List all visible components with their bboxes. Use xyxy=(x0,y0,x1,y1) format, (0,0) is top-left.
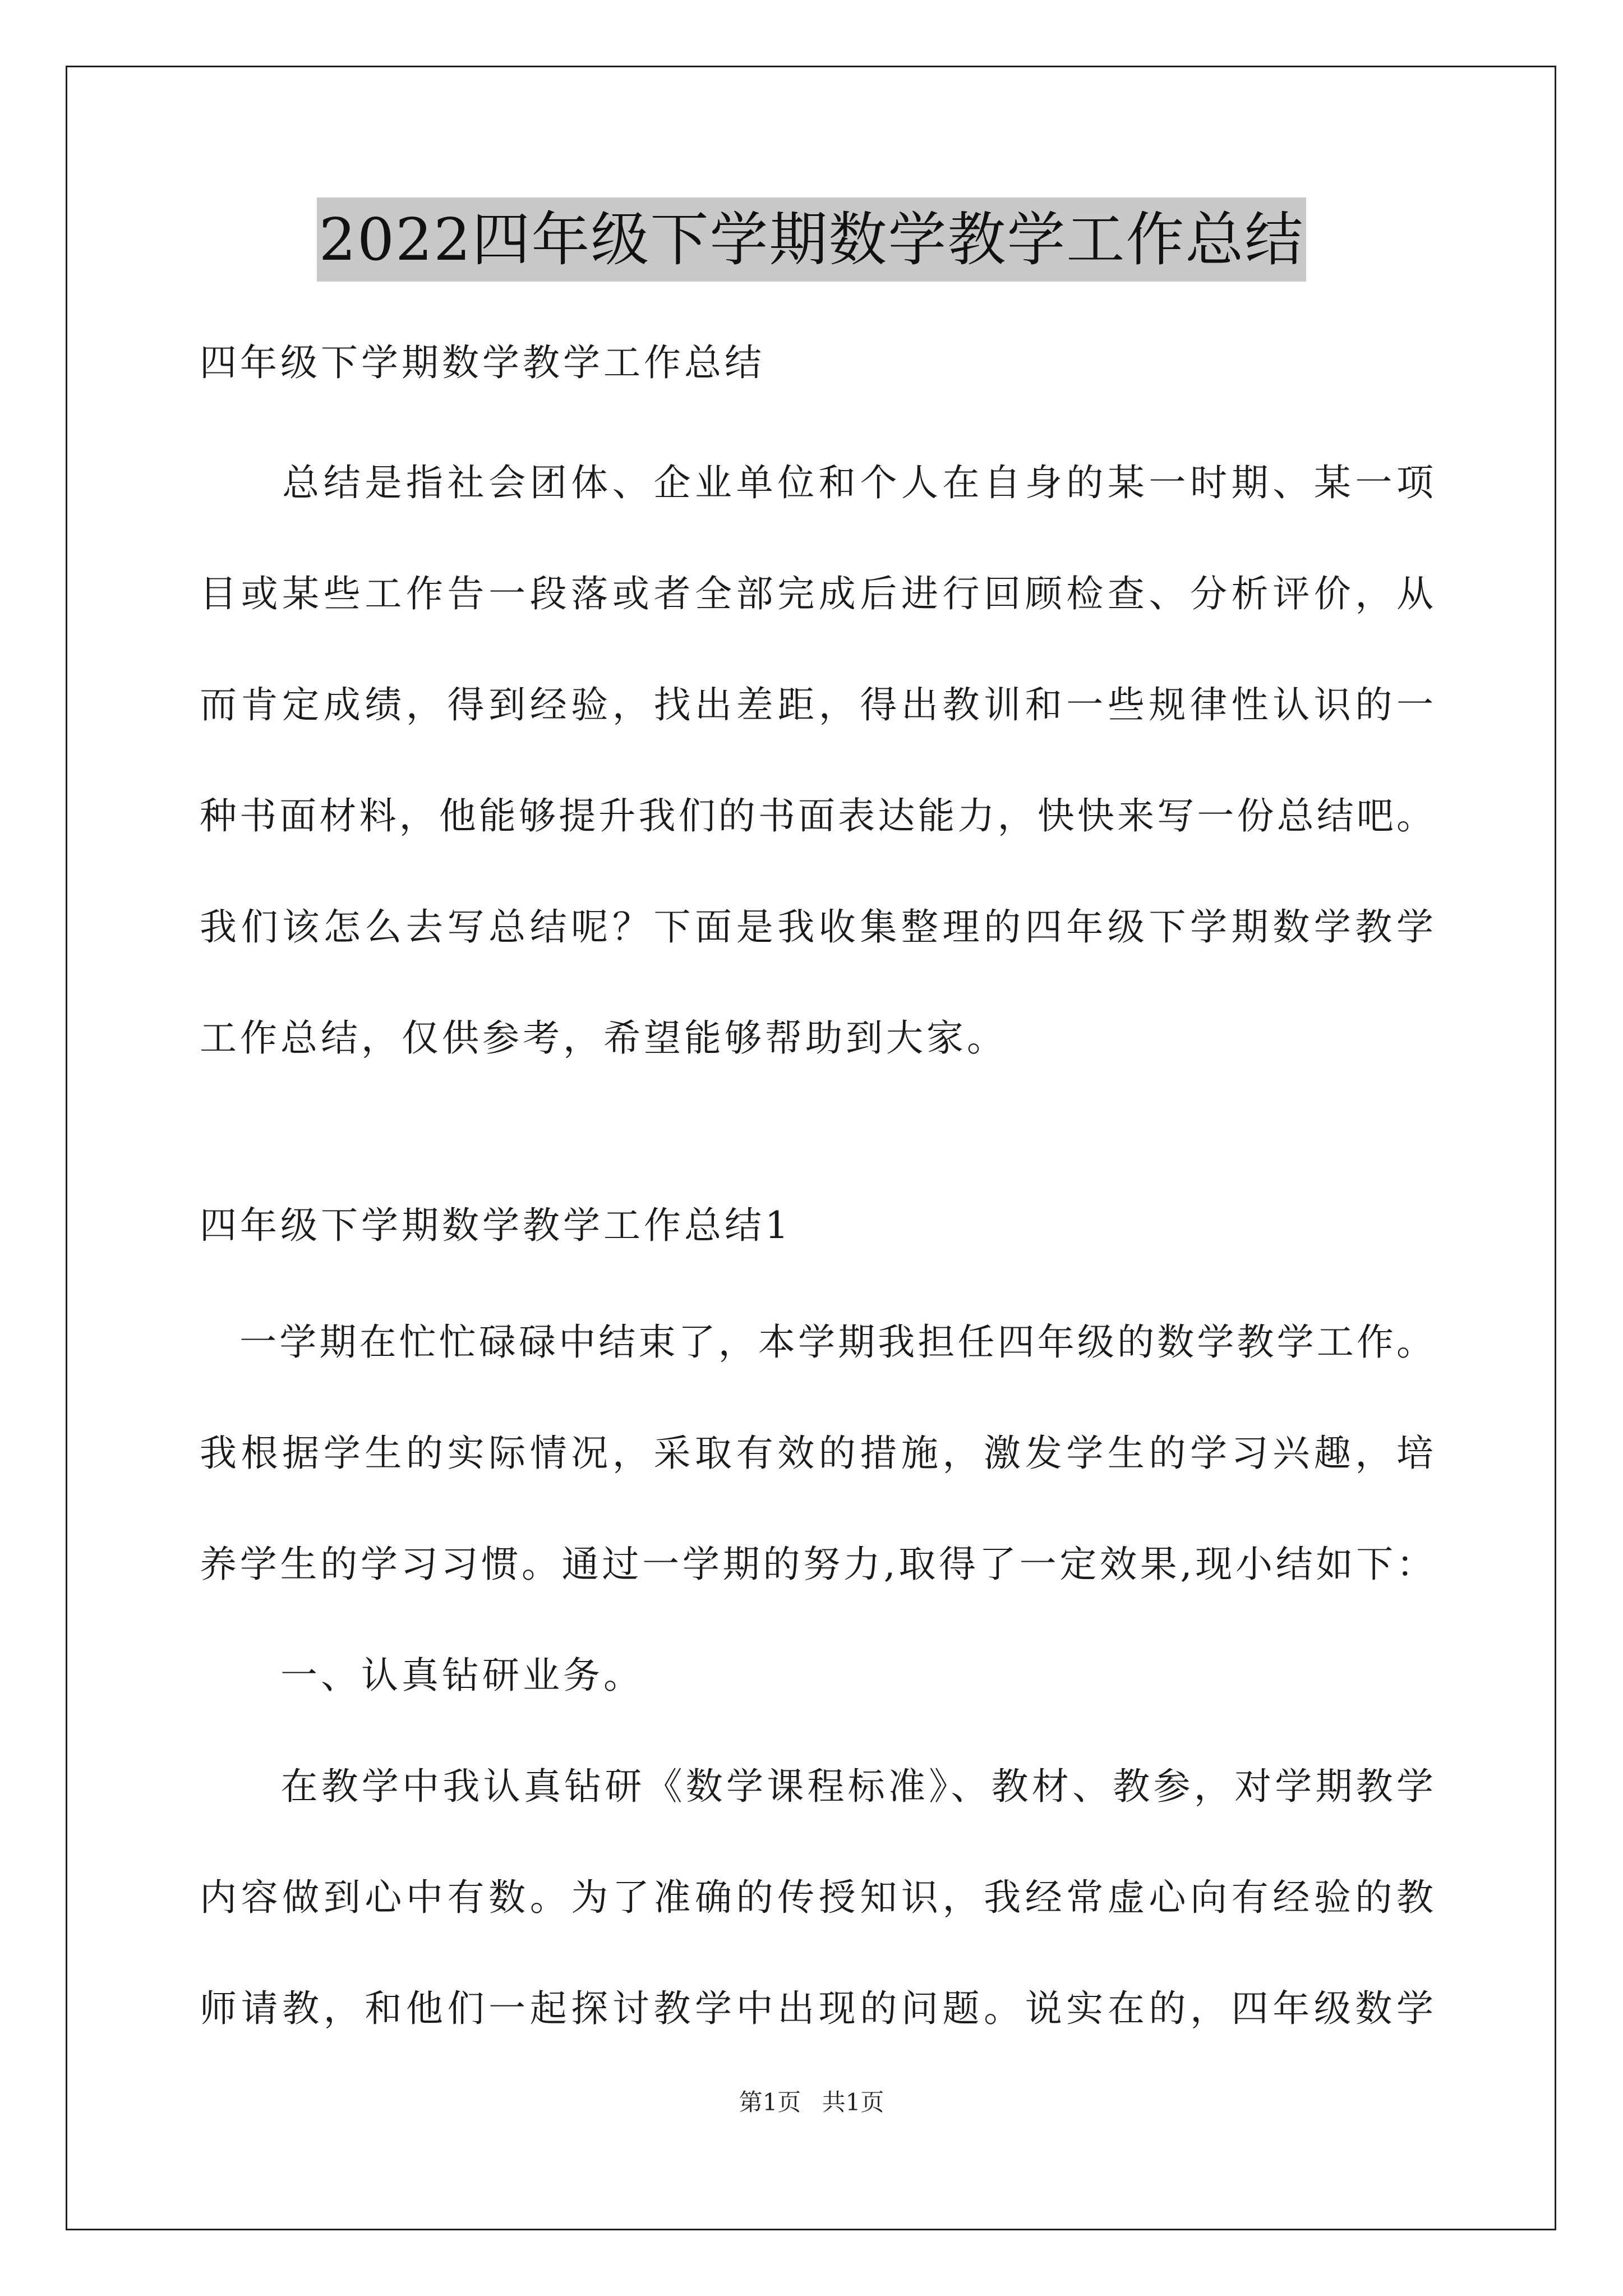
page-number-current: 第1页 xyxy=(739,2088,801,2116)
page-number-total: 共1页 xyxy=(822,2088,884,2116)
paragraph-line: 在教学中我认真钻研《数学课程标准》、教材、教参，对学期教学 xyxy=(200,1765,1433,1808)
paragraph-line: 而肯定成绩，得到经验，找出差距，得出教训和一些规律性认识的一 xyxy=(200,683,1433,726)
document-title: 2022四年级下学期数学教学工作总结 xyxy=(317,197,1307,282)
paragraph-line: 种书面材料，他能够提升我们的书面表达能力，快快来写一份总结吧。 xyxy=(200,794,1433,838)
title-wrapper xyxy=(0,197,1623,282)
section-heading: 四年级下学期数学教学工作总结 xyxy=(200,341,765,384)
paragraph-line: 一学期在忙忙碌碌中结束了，本学期我担任四年级的数学教学工作。 xyxy=(200,1320,1433,1364)
paragraph-line: 我们该怎么去写总结呢？下面是我收集整理的四年级下学期数学教学 xyxy=(200,905,1433,949)
paragraph-line: 内容做到心中有数。为了准确的传授知识，我经常虚心向有经验的教 xyxy=(200,1876,1433,1919)
paragraph-line: 总结是指社会团体、企业单位和个人在自身的某一时期、某一项 xyxy=(200,461,1433,504)
paragraph-line: 我根据学生的实际情况，采取有效的措施，激发学生的学习兴趣，培 xyxy=(200,1432,1433,1475)
subheading-line: 一、认真钻研业务。 xyxy=(200,1654,644,1697)
paragraph-line: 养学生的学习习惯。通过一学期的努力,取得了一定效果,现小结如下： xyxy=(200,1543,1433,1586)
page-footer xyxy=(0,2086,1623,2119)
section-heading: 四年级下学期数学教学工作总结1 xyxy=(200,1204,792,1247)
paragraph-line: 师请教，和他们一起探讨教学中出现的问题。说实在的，四年级数学 xyxy=(200,1987,1433,2030)
paragraph-line: 目或某些工作告一段落或者全部完成后进行回顾检查、分析评价，从 xyxy=(200,572,1433,615)
paragraph-line: 工作总结，仅供参考，希望能够帮助到大家。 xyxy=(200,1016,1007,1060)
